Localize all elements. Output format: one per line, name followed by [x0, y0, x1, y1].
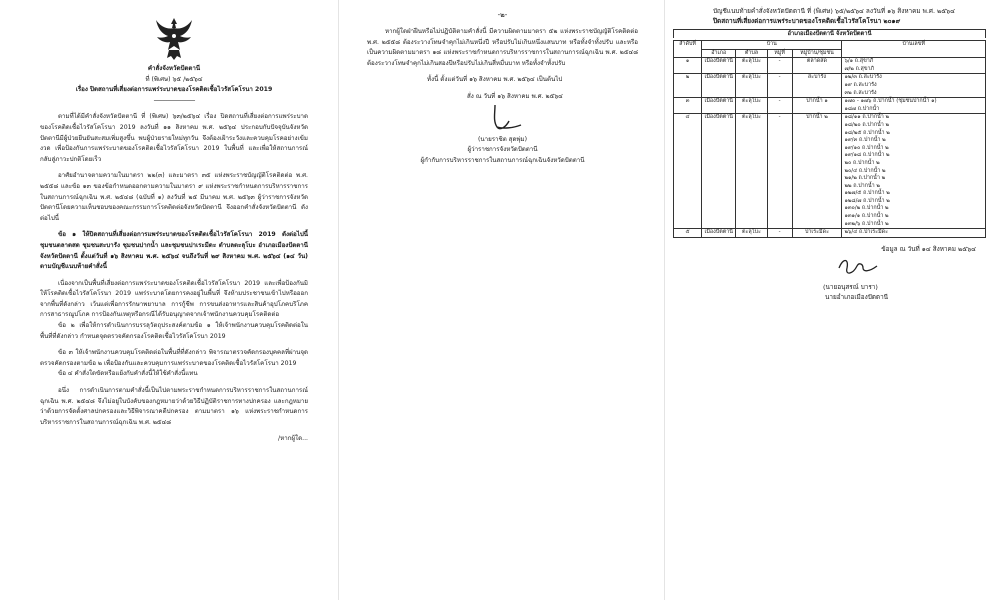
order-office: คำสั่งจังหวัดปัตตานี: [147, 65, 201, 72]
house-address: ๑๘/๑๑ ถ.ปากน้ำ ๒: [844, 114, 890, 121]
paragraph-reason: เนื่องจากเป็นพื้นที่เสี่ยงต่อการแพร่ระบาดของโรคติดเชื้อไวรัสโคโรนา 2019 และเพื่อป้องกันมิให้โรคติดเชื้อไวรัสโคโรนา 2019 แพร่ระบาดโดยการคงอยู่ในพื้นที่ จึงห้ามประชาชนเข้าไปหรือออกจากพื้นที่ดังกล่าว เว้นแต่เพื่อการรักษาพยาบาล การกู้ชีพ การขนส่งอาหารและสินค้าอุปโภคบริโภค การสาธารณูปโภค การป้องกันเหตุหรือกรณีได้รับอนุญาตจากเจ้าพนักงานควบคุมโรคติดต่อ: [40, 279, 308, 319]
col-house: บ้านเลขที่: [842, 41, 986, 58]
cell-no: ๓: [674, 98, 702, 114]
data-as-of: ข้อมูล ณ วันที่ ๑๔ สิงหาคม ๒๕๖๔: [881, 244, 976, 253]
cell-moo: -: [767, 229, 792, 238]
house-address: ๒๖/๔ ถ.ปาเระมีดะ: [844, 229, 889, 236]
cell-no: ๑: [674, 58, 702, 74]
cell-community: ปากน้ำ ๑: [792, 98, 842, 114]
title-divider: ---------------------------------: [153, 96, 195, 104]
cell-moo: -: [767, 114, 792, 229]
cell-moo: -: [767, 58, 792, 74]
signature-icon: [833, 254, 883, 278]
cell-tambon: ตะลุโบะ: [736, 229, 767, 238]
house-address: ๑๒/๓ ถ.สะบารัง: [844, 74, 882, 81]
house-address: ๑๙/๑๘ ถ.ปากน้ำ ๒: [844, 152, 890, 159]
house-address: ๗/๒ ถ.สุขาภิ: [844, 65, 875, 72]
paragraph-background: ตามที่ได้มีคำสั่งจังหวัดปัตตานี ที่ (พิเศษ) ๖๓/๒๕๖๔ เรื่อง ปิดสถานที่เสี่ยงต่อการแพร่ระบาดของโรคติดเชื้อไวรัสโคโรนา 2019 ลงวันที่ ๑๑ สิงหาคม พ.ศ. ๒๕๖๔ ประกอบกับปัจจุบันจังหวัดปัตตานีมีผู้ป่วยยืนยันสะสมเพิ่มสูงขึ้น พบผู้ป่วยรายใหม่ทุกวัน จึงต้องเฝ้าระวังและควบคุมโรคอย่างเข้มงวด เพื่อป้องกันการแพร่ระบาดของโรคติดเชื้อไวรัสโคโรนา 2019 ในพื้นที่ และเพื่อให้สถานการณ์กลับสู่ภาวะปกติโดยเร็ว: [40, 113, 308, 163]
annex-header: บัญชีแนบท้ายคำสั่งจังหวัดปัตตานี ที่ (พิเศษ) ๖๕/๒๕๖๔ ลงวันที่ ๑๖ สิงหาคม พ.ศ. ๒๕๖๔: [713, 7, 955, 15]
cell-amphoe: เมืองปัตตานี: [702, 229, 736, 238]
district-chief-position: นายอำเภอเมืองปัตตานี: [825, 292, 889, 301]
emergency-position: ผู้กำกับการบริหารราชการในสถานการณ์ฉุกเฉินจังหวัดปัตตานี: [420, 156, 585, 164]
house-address: ๒๒ ถ.ปากน้ำ ๒: [844, 182, 880, 189]
governor-name: (นายราชิต สุดพุ่ม): [477, 135, 528, 143]
paragraph-authority: อาศัยอำนาจตามความในมาตรา ๒๒(๓) และมาตรา ๓๕ แห่งพระราชบัญญัติโรคติดต่อ พ.ศ. ๒๕๕๘ และข้อ ๑๓ ของข้อกำหนดออกตามความในมาตรา ๙ แห่งพระราชกำหนดการบริหารราชการในสถานการณ์ฉุกเฉิน พ.ศ. ๒๕๔๘ (ฉบับที่ ๑) ลงวันที่ ๒๕ มีนาคม พ.ศ. ๒๕๖๓ ผู้ว่าราชการจังหวัดปัตตานีโดยความเห็นชอบของคณะกรรมการโรคติดต่อจังหวัดปัตตานี จึงออกคำสั่งจังหวัดปัตตานี ดังต่อไปนี้: [40, 172, 308, 222]
house-address: ๑๒๘/๗ ถ.ปากน้ำ ๒: [844, 197, 890, 204]
signature-icon: [473, 103, 533, 135]
col-moo: หมู่ที่: [767, 49, 792, 58]
cell-moo: -: [767, 74, 792, 98]
house-address: ๖/๑ ถ.สุขาภิ: [844, 58, 874, 65]
clause-2: ข้อ ๒ เพื่อให้การดำเนินการบรรลุวัตถุประสงค์ตามข้อ ๑ ให้เจ้าพนักงานควบคุมโรคติดต่อในพื้นที่ที่ดังกล่าว กำหนดจุดตรวจคัดกรองโรคติดเชื้อไวรัสโคโรนา 2019: [40, 322, 308, 340]
house-address: ๑๙/๓ ถ.ปากน้ำ ๒: [844, 137, 886, 144]
house-address: ๒๑/๒ ถ.ปากน้ำ ๒: [844, 175, 886, 182]
annex-table-body: [674, 58, 986, 238]
cell-community: สะบารัง: [792, 74, 842, 98]
cell-no: ๕: [674, 229, 702, 238]
annex-subheader: ปิดสถานที่เสี่ยงต่อการแพร่ระบาดของโรคติดเชื้อไวรัสโคโรนา ๒๐๑๙: [713, 17, 901, 25]
cell-houses: [842, 98, 986, 114]
col-village: บ้าน: [702, 41, 842, 50]
col-community: หมู่บ้าน/ชุมชน: [792, 49, 842, 58]
house-address: ๑๘/๒๕ ถ.ปากน้ำ ๒: [844, 129, 890, 136]
house-address: ๑๙ ถ.สะบารัง: [844, 81, 877, 88]
garuda-emblem-icon: [154, 16, 194, 62]
cell-amphoe: เมืองปัตตานี: [702, 98, 736, 114]
order-number: ที่ (พิเศษ) ๖๕ /๒๕๖๔: [145, 75, 203, 83]
table-row: [674, 98, 986, 114]
table-row: [674, 229, 986, 238]
table-row: [674, 58, 986, 74]
table-row: [674, 114, 986, 229]
clause-1: ข้อ ๑ ให้ปิดสถานที่เสี่ยงต่อการแพร่ระบาดของโรคติดเชื้อไวรัสโคโรนา 2019 ดังต่อไปนี้ ชุมชนตลาดสด ชุมชนสะบารัง ชุมชนปากน้ำ และชุมชนปาเระมีดะ ตำบลตะลุโบะ อำเภอเมืองปัตตานี จังหวัดปัตตานี ตั้งแต่วันที่ ๑๖ สิงหาคม พ.ศ. ๒๕๖๔ จนถึงวันที่ ๒๙ สิงหาคม พ.ศ. ๒๕๖๔ (๑๔ วัน) ตามบัญชีแนบท้ายคำสั่งนี้: [40, 231, 308, 271]
house-address: ๑๘๗ ถ.ปากน้ำ: [844, 105, 880, 112]
col-amphoe: อำเภอ: [702, 49, 736, 58]
paragraph-legal-note: อนึ่ง การดำเนินการตามคำสั่งนี้เป็นไปตามพระราชกำหนดการบริหารราชการในสถานการณ์ฉุกเฉิน พ.ศ. ๒๕๔๘ จึงไม่อยู่ในบังคับของกฎหมายว่าด้วยวิธีปฏิบัติราชการทางปกครอง และกฎหมายว่าด้วยการจัดตั้งศาลปกครองและวิธีพิจารณาคดีปกครอง ตามมาตรา ๑๖ แห่งพระราชกำหนดการบริหารราชการในสถานการณ์ฉุกเฉิน พ.ศ. ๒๕๔๘: [40, 387, 308, 426]
paragraph-penalty: หากผู้ใดฝ่าฝืนหรือไม่ปฏิบัติตามคำสั่งนี้ มีความผิดตามมาตรา ๕๒ แห่งพระราชบัญญัติโรคติดต่อ พ.ศ. ๒๕๕๘ ต้องระวางโทษจำคุกไม่เกินหนึ่งปี หรือปรับไม่เกินหนึ่งแสนบาท หรือทั้งจำทั้งปรับ และหรือเป็นความผิดตามมาตรา ๑๘ แห่งพระราชกำหนดการบริหารราชการในสถานการณ์ฉุกเฉิน พ.ศ. ๒๕๔๘ ต้องระวางโทษจำคุกไม่เกินสองปีหรือปรับไม่เกินสี่หมื่นบาท หรือทั้งจำทั้งปรับ: [367, 28, 638, 67]
clause-3: ข้อ ๓ ให้เจ้าพนักงานควบคุมโรคติดต่อในพื้นที่ที่ดังกล่าว พิจารณาตรวจคัดกรองบุคคลที่ผ่านจุดตรวจคัดกรองตามข้อ ๒ เพื่อป้องกันและควบคุมการแพร่ระบาดของโรคติดเชื้อไวรัสโคโรนา 2019: [40, 349, 308, 367]
cell-tambon: ตะลุโบะ: [736, 58, 767, 74]
house-address: ๑๒๗/๕ ถ.ปากน้ำ ๒: [844, 190, 890, 197]
house-address: ๓๒ ถ.สะบารัง: [844, 89, 877, 96]
house-address: ๑๓๑/๑ ถ.ปากน้ำ ๒: [844, 213, 889, 220]
table-row: [674, 74, 986, 98]
house-address: ๒๐/๔ ถ.ปากน้ำ ๒: [844, 167, 886, 174]
house-address: ๑๓๒/๖ ถ.ปากน้ำ ๒: [844, 220, 889, 227]
cell-amphoe: เมืองปัตตานี: [702, 74, 736, 98]
house-address: ๒๐ ถ.ปากน้ำ ๒: [844, 159, 880, 166]
effective-date: ทั้งนี้ ตั้งแต่วันที่ ๑๖ สิงหาคม พ.ศ. ๒๕๖๔ เป็นต้นไป: [427, 76, 563, 84]
document-page-2: [338, 0, 656, 600]
clause-4: ข้อ ๔ คำสั่งใดขัดหรือแย้งกับคำสั่งนี้ให้ใช้คำสั่งนี้แทน: [58, 370, 198, 378]
cell-houses: [842, 58, 986, 74]
cell-community: ปาเระมีดะ: [792, 229, 842, 238]
col-no: ลำดับที่: [674, 41, 702, 58]
district-chief-name: (นายอนุสรณ์ บารา): [823, 282, 878, 291]
order-subject: เรื่อง ปิดสถานที่เสี่ยงต่อการแพร่ระบาดของโรคติดเชื้อไวรัสโคโรนา 2019: [75, 86, 273, 94]
cell-community: ตลาดสด: [792, 58, 842, 74]
cell-houses: [842, 229, 986, 238]
cell-no: ๔: [674, 114, 702, 229]
continue-marker: /หากผู้ใด...: [278, 435, 308, 443]
document-page-1: [0, 0, 330, 600]
cell-moo: -: [767, 98, 792, 114]
governor-position: ผู้ว่าราชการจังหวัดปัตตานี: [467, 146, 538, 154]
cell-tambon: ตะลุโบะ: [736, 74, 767, 98]
page-number: -๒-: [497, 11, 508, 19]
house-address: ๑๓๐/๒ ถ.ปากน้ำ ๒: [844, 205, 889, 212]
cell-tambon: ตะลุโบะ: [736, 114, 767, 229]
annex-table: [673, 40, 986, 238]
col-tambon: ตำบล: [736, 49, 767, 58]
cell-tambon: ตะลุโบะ: [736, 98, 767, 114]
table-caption: อำเภอเมืองปัตตานี จังหวัดปัตตานี: [673, 29, 986, 38]
house-address: ๑๙/๑๐ ถ.ปากน้ำ ๒: [844, 144, 889, 151]
house-address: ๑๗๐ - ๑๗๖ ถ.ปากน้ำ (ชุมชนปากน้ำ ๑): [844, 98, 937, 105]
cell-houses: [842, 114, 986, 229]
cell-amphoe: เมืองปัตตานี: [702, 114, 736, 229]
cell-houses: [842, 74, 986, 98]
document-page-3-annex: [664, 0, 1000, 600]
cell-community: ปากน้ำ ๒: [792, 114, 842, 229]
house-address: ๑๘/๒๐ ถ.ปากน้ำ ๒: [844, 121, 890, 128]
cell-amphoe: เมืองปัตตานี: [702, 58, 736, 74]
cell-no: ๒: [674, 74, 702, 98]
ordered-date: สั่ง ณ วันที่ ๑๖ สิงหาคม พ.ศ. ๒๕๖๔: [467, 92, 563, 100]
